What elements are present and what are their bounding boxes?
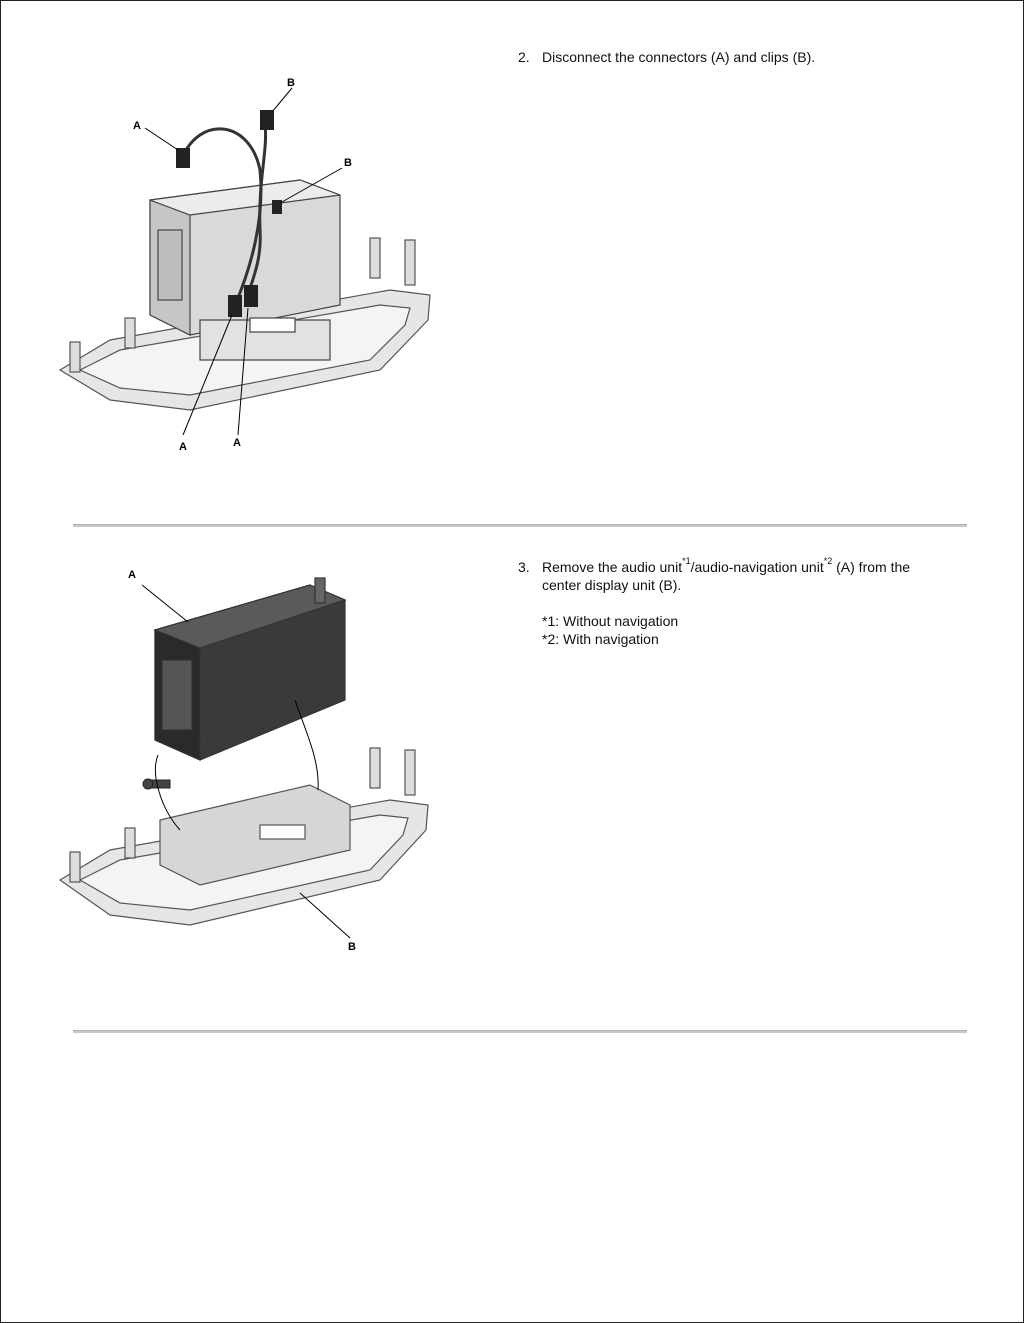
callout-a-2: A xyxy=(179,441,187,453)
step-2-number: 2. xyxy=(518,49,530,65)
bezel-frame-illustration-2 xyxy=(60,748,428,925)
step-3-text xyxy=(542,558,942,648)
callout-a-4: A xyxy=(128,569,136,581)
footnote-2: *2: With navigation xyxy=(542,631,659,647)
callout-b-2: B xyxy=(344,157,352,169)
step-3-number: 3. xyxy=(518,559,530,575)
audio-unit-illustration-2 xyxy=(155,578,345,760)
step-2 xyxy=(518,48,958,68)
section-divider-1 xyxy=(73,524,967,527)
section-divider-2 xyxy=(73,1030,967,1033)
figure-disconnect-connectors xyxy=(50,70,450,460)
callout-a-3: A xyxy=(233,437,241,449)
step-2-text: Disconnect the connectors (A) and clips (B). xyxy=(542,49,816,65)
step-3 xyxy=(518,558,958,658)
footnote-ref-1: *1 xyxy=(682,556,691,567)
callout-a-1: A xyxy=(133,120,141,132)
figure-remove-audio-unit xyxy=(50,560,450,960)
step-3-text-part2: /audio-navigation unit xyxy=(690,559,824,575)
step-3-text-part1: Remove the audio unit xyxy=(542,559,683,575)
callout-b-3: B xyxy=(348,941,356,953)
footnote-ref-2: *2 xyxy=(823,556,833,567)
footnote-1: *1: Without navigation xyxy=(542,613,679,629)
step-3-text-part3: (A) from the center display unit (B). xyxy=(542,559,911,593)
callout-b-1: B xyxy=(287,77,295,89)
